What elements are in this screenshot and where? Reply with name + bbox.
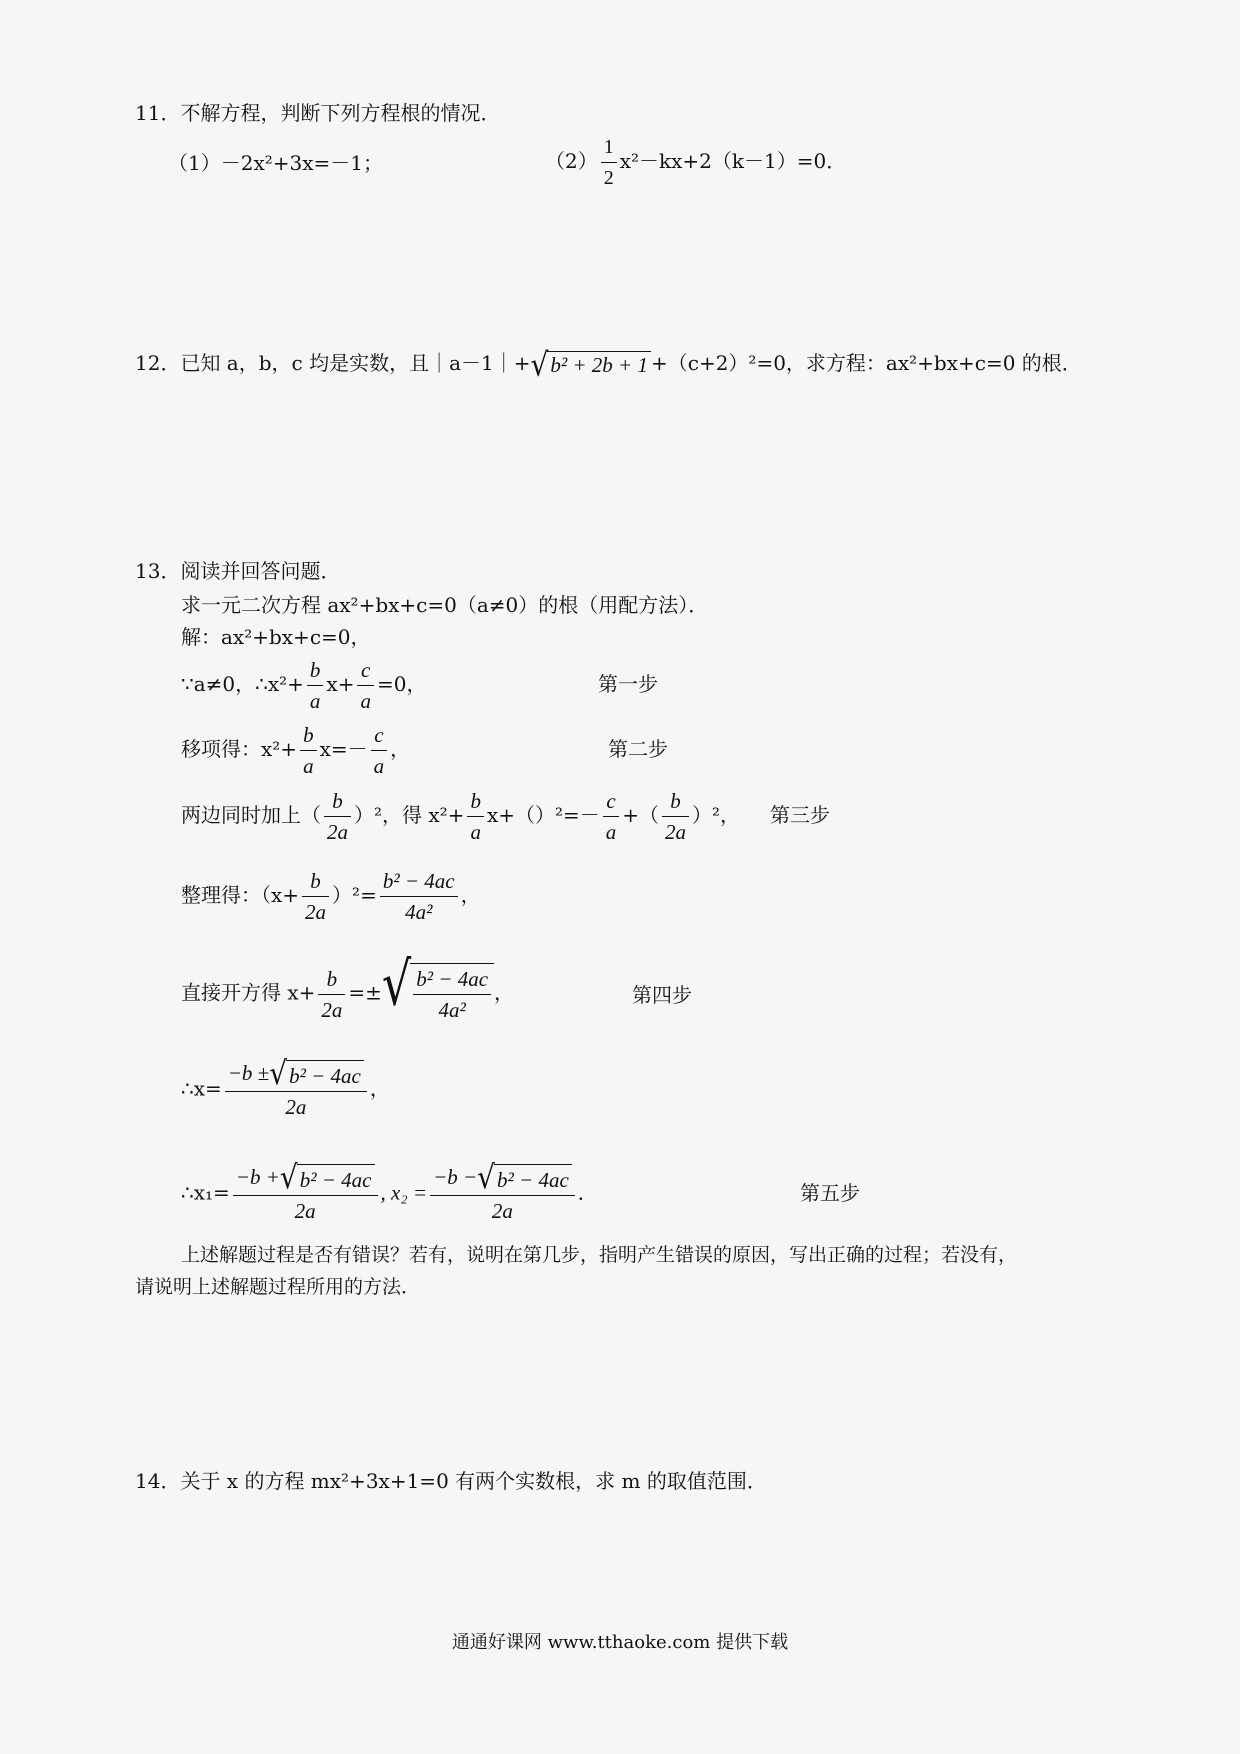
line2-prefix: 移项得：x²+ — [181, 737, 298, 761]
q13-title: 13．阅读并回答问题． — [135, 559, 341, 583]
frac-b-over-a: $\frac{b}{a}$ — [467, 786, 484, 847]
q14-title: 14．关于 x 的方程 mx²+3x+1=0 有两个实数根，求 m 的取值范围． — [135, 1469, 767, 1493]
q13-question-cont: 请说明上述解题过程所用的方法． — [135, 1276, 421, 1298]
q13-line3: 两边同时加上（ $\frac{b}{2a}$ ）²，得 x²+ $\frac{b}{a}$ x+（）²=－ $\frac{c}{a}$ +（ $\frac{b}{2a}$ ）²， — [181, 786, 740, 847]
q12-suffix: +（c+2）²=0，求方程：ax²+bx+c=0 的根． — [650, 351, 1082, 375]
q12-sqrt: √ b² + 2b + 1 — [531, 351, 651, 379]
quadratic-formula-pm: −b ± √ b² − 4ac 2a — [225, 1058, 367, 1122]
q13-line2 — [181, 720, 410, 781]
sqrt-disc-fraction: √ $\frac{\text{b² − 4ac}}{\text{4a²}}$ — [382, 963, 494, 1025]
frac-b-over-2a: $\frac{b}{2a}$ — [324, 786, 351, 847]
frac-c-over-a: $\frac{c}{a}$ — [357, 655, 374, 716]
frac-c-over-a: $\frac{c}{a}$ — [371, 720, 388, 781]
frac-b-over-2a: $\frac{b}{2a}$ — [662, 786, 689, 847]
q13-solution: 解：ax²+bx+c=0， — [181, 625, 371, 649]
line3-prefix: 两边同时加上（ — [181, 803, 321, 827]
step3-label: 第三步 — [770, 803, 830, 827]
line2-mid: x=－ — [319, 737, 368, 761]
q12-prefix: 12．已知 a，b，c 均是实数，且｜a－1｜+ — [135, 351, 531, 375]
q13-question: 上述解题过程是否有错误？若有，说明在第几步，指明产生错误的原因，写出正确的过程；若没有， — [181, 1244, 1018, 1266]
frac-b-over-2a: $\frac{b}{2a}$ — [318, 964, 345, 1025]
step4-label: 第四步 — [632, 983, 692, 1007]
q12-sqrt-body: b² + 2b + 1 — [547, 351, 651, 379]
q11-part1: （1）－2x²+3x=－1； — [168, 151, 383, 175]
line1-mid: x+ — [326, 672, 355, 696]
frac-b-over-a: $\frac{b}{a}$ — [300, 720, 317, 781]
step5-label: 第五步 — [800, 1181, 860, 1205]
q11-title: 11．不解方程，判断下列方程根的情况． — [135, 101, 501, 125]
q13-line5: 直接开方得 x+ $\frac{b}{2a}$ =± √ $\frac{\text{b² − 4ac}}{\text{4a²}}$ ， — [181, 963, 514, 1025]
q11-part2-prefix: （2） — [545, 149, 598, 173]
step1-label: 第一步 — [598, 672, 658, 696]
footer-credit: 通通好课网 www.tthaoke.com 提供下载 — [451, 1632, 789, 1653]
q13-line4: 整理得：（x+ $\frac{b}{2a}$ ）²= $\frac{\text{b² − 4ac}}{\text{4a²}}$ ， — [181, 866, 481, 927]
q13-line1 — [181, 655, 426, 716]
q13-line7: ∴x₁= −b + √ b² − 4ac 2a , x₂ = −b − √ b² − 4ac 2a ． — [181, 1162, 598, 1226]
root-x2: −b − √ b² − 4ac 2a — [430, 1162, 575, 1226]
q11-part2-rest: x²－kx+2（k－1）=0． — [619, 149, 847, 173]
q13-line6: ∴x= −b ± √ b² − 4ac 2a ， — [181, 1058, 390, 1122]
line2-suffix: ， — [390, 737, 411, 761]
step2-label: 第二步 — [608, 737, 668, 761]
frac-disc-over-4a2: $\frac{\text{b² − 4ac}}{\text{4a²}}$ — [380, 866, 458, 927]
root-x1: −b + √ b² − 4ac 2a — [233, 1162, 378, 1226]
line1-prefix: ∵a≠0，∴x²+ — [181, 672, 304, 696]
line1-suffix: =0， — [376, 672, 427, 696]
frac-c-over-a: $\frac{c}{a}$ — [603, 786, 620, 847]
q11-half-den: 2 — [603, 167, 614, 189]
frac-b-over-a: $\frac{b}{a}$ — [307, 655, 324, 716]
frac-b-over-2a: $\frac{b}{2a}$ — [302, 866, 329, 927]
q11-half-num: 1 — [601, 132, 617, 163]
q13-intro: 求一元二次方程 ax²+bx+c=0（a≠0）的根（用配方法）． — [181, 593, 709, 617]
q11-half-fraction — [601, 132, 617, 193]
q12-text — [135, 344, 1082, 383]
q11-part2 — [545, 132, 846, 193]
